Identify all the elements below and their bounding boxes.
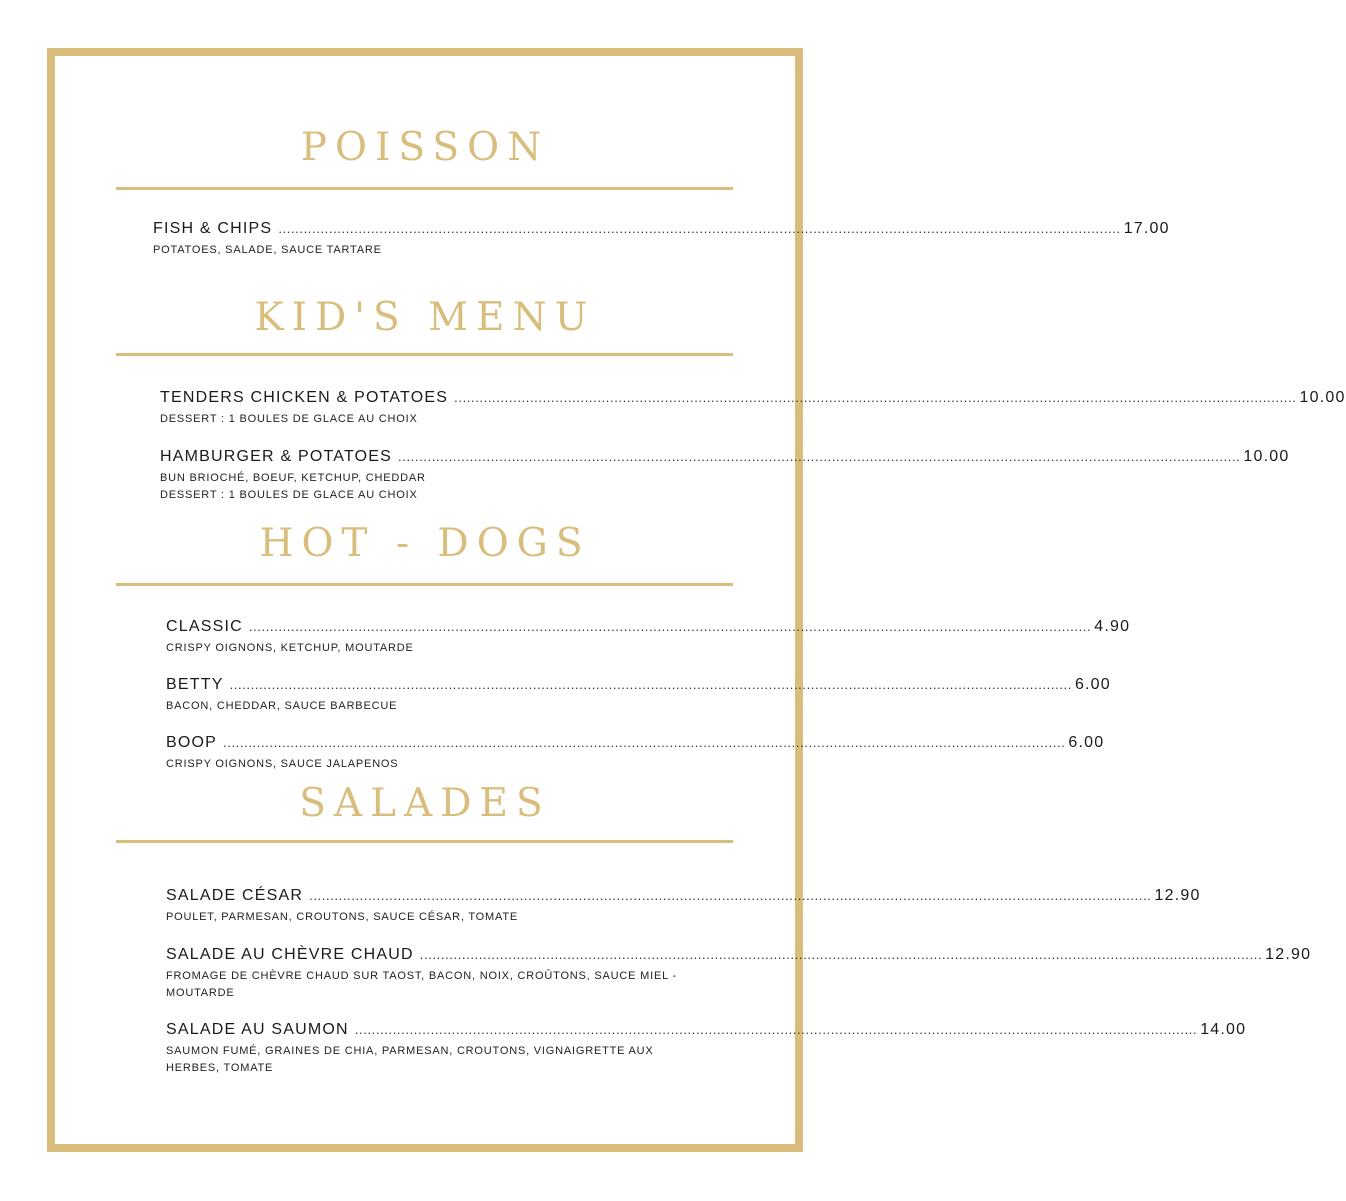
section-divider [116,583,733,586]
item-price: 10.00 [1299,389,1346,406]
item-price: 10.00 [1243,448,1290,465]
dot-leader: ........................................................................................................................................................................................................ [354,1022,1198,1037]
item-description: BUN BRIOCHÉ, BOEUF, KETCHUP, CHEDDAR [160,472,426,484]
item-description: CRISPY OIGNONS, SAUCE JALAPENOS [166,758,399,770]
item-description: POULET, PARMESAN, CROUTONS, SAUCE CÉSAR, TOMATE [166,911,518,923]
dot-leader: ........................................................................................................................................................................................................ [398,449,1241,464]
item-price: 17.00 [1123,220,1170,237]
menu-item-salade-cesar [166,886,1201,926]
dot-leader: ........................................................................................................................................................................................................ [454,390,1297,405]
item-name: BOOP [166,734,218,751]
menu-item-salade-saumon [166,1020,1247,1077]
dot-leader: ........................................................................................................................................................................................................ [229,677,1072,692]
menu-item-betty [166,675,1111,715]
item-name: HAMBURGER & POTATOES [160,448,393,465]
dot-leader: ........................................................................................................................................................................................................ [248,619,1092,634]
item-description: BACON, CHEDDAR, SAUCE BARBECUE [166,700,398,712]
item-price: 6.00 [1068,734,1105,751]
section-divider [116,187,733,190]
section-title-hot-dogs: HOT - DOGS [259,521,591,566]
item-price: 6.00 [1074,676,1111,693]
dot-leader: ........................................................................................................................................................................................................ [419,947,1263,962]
item-description: SAUMON FUMÉ, GRAINES DE CHIA, PARMESAN, CROUTONS, VIGNAIGRETTE AUX [166,1045,654,1057]
item-name: SALADE CÉSAR [166,887,304,904]
section-divider [116,840,733,843]
item-price: 12.90 [1154,887,1201,904]
menu-item-hamburger [160,447,1290,504]
item-description: FROMAGE DE CHÈVRE CHAUD SUR TAOST, BACON, NOIX, CROÛTONS, SAUCE MIEL - [166,970,677,982]
section-title-salades: SALADES [299,781,551,826]
dot-leader: ........................................................................................................................................................................................................ [278,221,1121,236]
menu-item-boop [166,733,1105,773]
section-title-poisson: POISSON [300,125,550,170]
item-name: FISH & CHIPS [153,220,273,237]
menu-item-classic [166,617,1131,657]
item-price: 14.00 [1200,1021,1247,1038]
item-description: MOUTARDE [166,987,235,999]
dot-leader: ........................................................................................................................................................................................................ [223,735,1066,750]
section-title-kids-menu: KID'S MENU [254,295,596,340]
item-description: HERBES, TOMATE [166,1062,274,1074]
item-price: 4.90 [1094,618,1131,635]
item-price: 12.90 [1265,946,1312,963]
item-name: SALADE AU SAUMON [166,1021,349,1038]
item-description: CRISPY OIGNONS, KETCHUP, MOUTARDE [166,642,414,654]
item-description: DESSERT : 1 BOULES DE GLACE AU CHOIX [160,413,418,425]
menu-item-tenders-chicken [160,388,1346,428]
item-description: DESSERT : 1 BOULES DE GLACE AU CHOIX [160,489,418,501]
dot-leader: ........................................................................................................................................................................................................ [309,888,1152,903]
item-description: POTATOES, SALADE, SAUCE TARTARE [153,244,382,256]
item-name: TENDERS CHICKEN & POTATOES [160,389,449,406]
section-divider [116,353,733,356]
menu-item-salade-chevre-chaud [166,945,1312,1002]
item-name: CLASSIC [166,618,243,635]
item-name: SALADE AU CHÈVRE CHAUD [166,946,414,963]
menu-item-fish-chips [153,219,1170,259]
item-name: BETTY [166,676,224,693]
